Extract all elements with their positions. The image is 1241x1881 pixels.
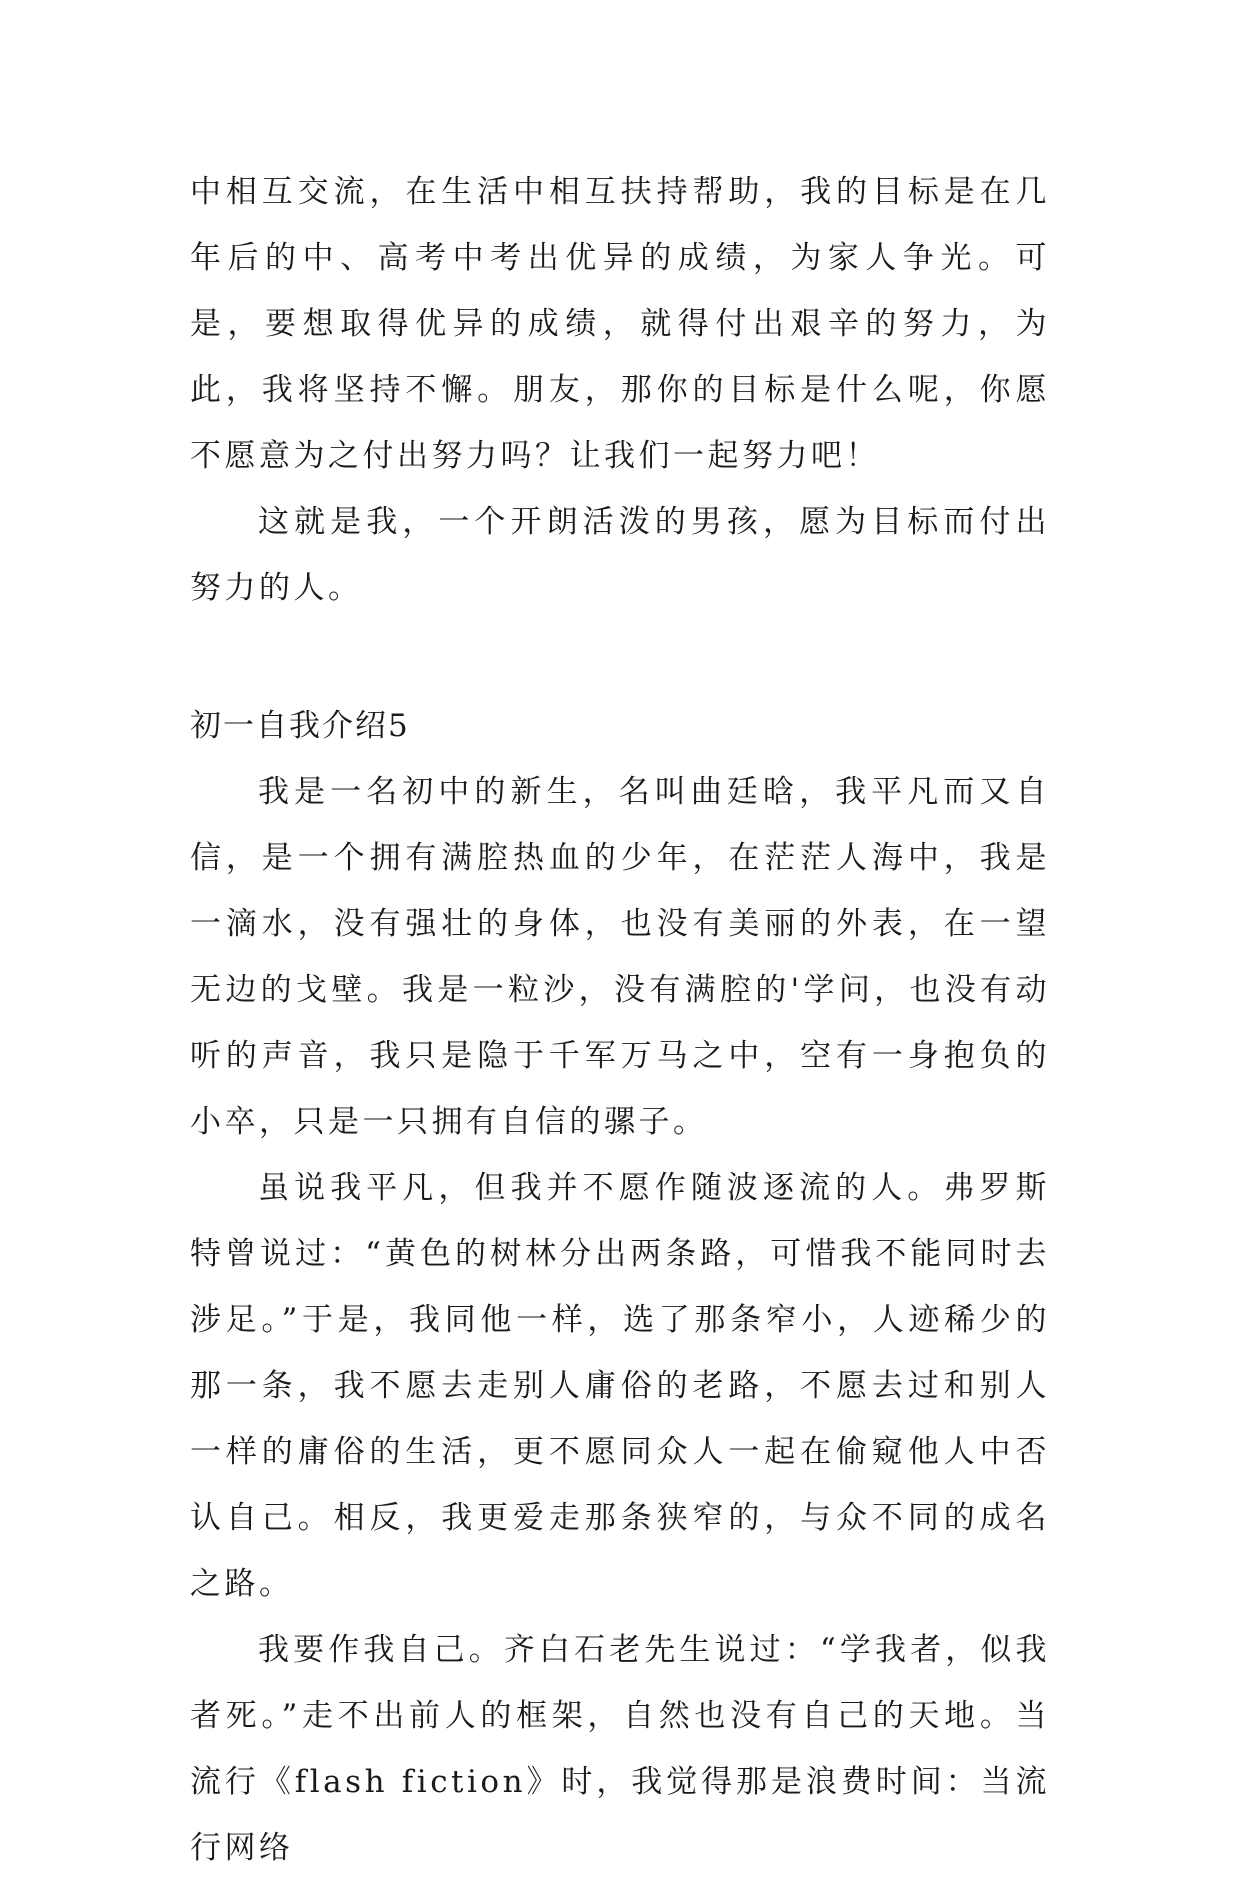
paragraph-continued: 中相互交流，在生活中相互扶持帮助，我的目标是在几年后的中、高考中考出优异的成绩，为家人争光。可是，要想取得优异的成绩，就得付出艰辛的努力，为此，我将坚持不懈。朋友，那你的目标是什么呢，你愿不愿意为之付出努力吗？让我们一起努力吧！: [190, 174, 1050, 474]
paragraph-frost-quote: 虽说我平凡，但我并不愿作随波逐流的人。弗罗斯特曾说过：“黄色的树林分出两条路，可惜我不能同时去涉足。”于是，我同他一样，选了那条窄小，人迹稀少的那一条，我不愿去走别人庸俗的老路，不愿去过和别人一样的庸俗的生活，更不愿同众人一起在偷窥他人中否认自己。相反，我更爱走那条狭窄的，与众不同的成名之路。: [190, 1170, 1050, 1602]
section-heading: 初一自我介绍5: [190, 708, 410, 744]
paragraph-be-myself: 我要作我自己。齐白石老先生说过：“学我者，似我者死。”走不出前人的框架，自然也没有自己的天地。当流行《flash fiction》时，我觉得那是浪费时间：当流行网络: [190, 1632, 1050, 1866]
paragraph-intro: 我是一名初中的新生，名叫曲廷晗，我平凡而又自信，是一个拥有满腔热血的少年，在茫茫人海中，我是一滴水，没有强壮的身体，也没有美丽的外表，在一望无边的戈壁。我是一粒沙，没有满腔的'学问，也没有动听的声音，我只是隐于千军万马之中，空有一身抱负的小卒，只是一只拥有自信的骡子。: [190, 774, 1050, 1140]
paragraph-conclusion: 这就是我，一个开朗活泼的男孩，愿为目标而付出努力的人。: [190, 504, 1050, 606]
document-body: [190, 159, 1050, 1881]
